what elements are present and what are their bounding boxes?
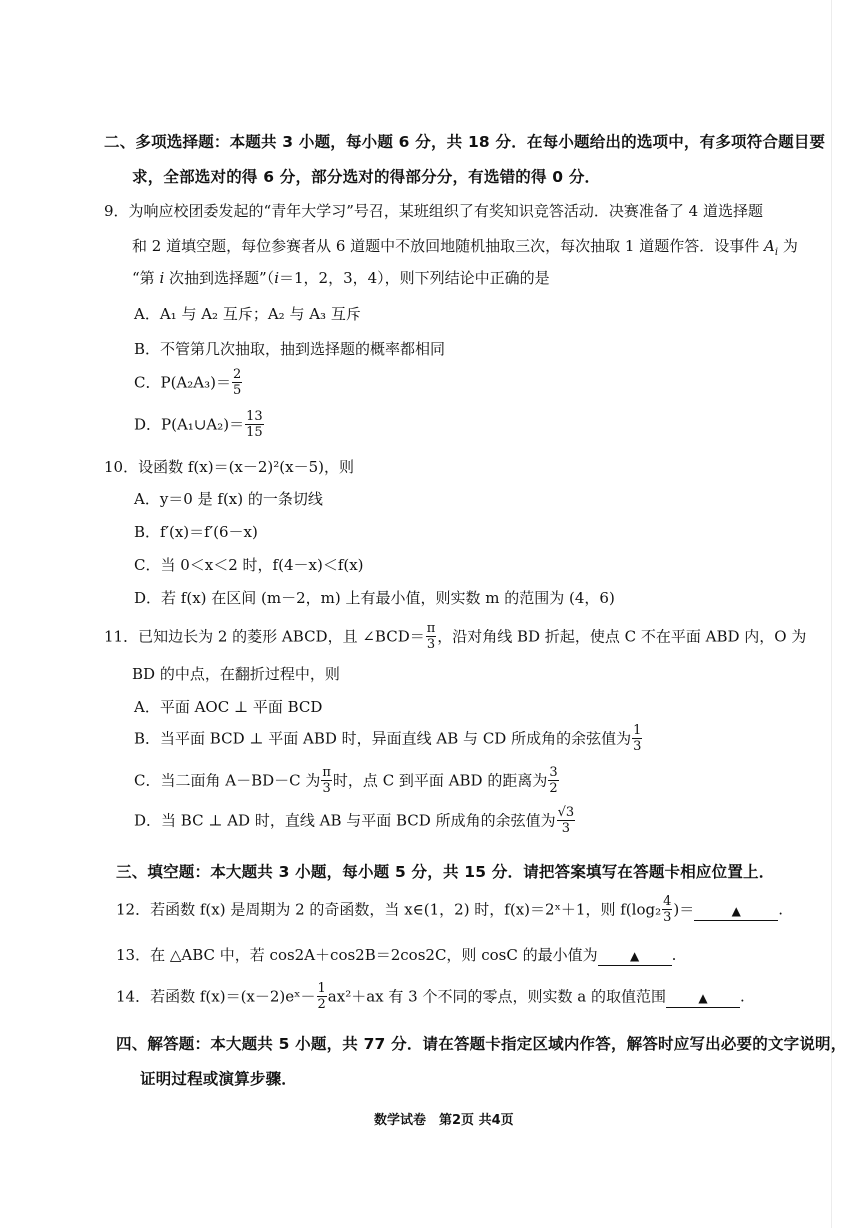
q12-period: . xyxy=(778,900,784,919)
q9-option-c-text: C．P(A₂A₃)＝ xyxy=(134,373,231,392)
q9-line3: “第 i 次抽到选择题”（i＝1，2，3，4），则下列结论中正确的是 xyxy=(132,269,550,287)
q11-option-b-text: B．当平面 BCD ⊥ 平面 ABD 时，异面直线 AB 与 CD 所成角的余弦值为 xyxy=(134,729,632,748)
section4-title-line1: 四、解答题：本大题共 5 小题，共 77 分．请在答题卡指定区域内作答，解答时应写出必要的文字说明， xyxy=(116,1035,847,1053)
q12 xyxy=(116,895,783,926)
page-footer: 数学试卷 第2页 共4页 xyxy=(374,1113,514,1128)
fraction-denominator: 3 xyxy=(663,910,672,925)
q10-stem: 10．设函数 f(x)＝(x－2)²(x－5)，则 xyxy=(104,458,354,476)
q11-option-c-text: C．当二面角 A－BD－C 为 xyxy=(134,771,321,790)
fraction xyxy=(548,765,558,796)
q9-line3-text-c: ＝1，2，3，4），则下列结论中正确的是 xyxy=(279,269,550,287)
q10-option-d: D．若 f(x) 在区间 (m－2，m) 上有最小值，则实数 m 的范围为 (4，6) xyxy=(134,589,615,607)
q10-option-c: C．当 0＜x＜2 时，f(4－x)＜f(x) xyxy=(134,556,364,574)
fraction-denominator: 3 xyxy=(561,821,570,836)
q11-line1 xyxy=(104,622,806,653)
q9-option-d xyxy=(134,410,265,441)
q11-option-a: A．平面 AOC ⊥ 平面 BCD xyxy=(134,698,323,716)
fraction-numerator: 2 xyxy=(232,367,242,382)
fraction-numerator: 1 xyxy=(633,723,642,738)
q9-line2: 和 2 道填空题，每位参赛者从 6 道题中不放回地随机抽取三次，每次抽取 1 道题作答．设事件 $A_i$ 为 xyxy=(132,237,798,258)
q13-period: . xyxy=(671,946,677,964)
q10-option-a: A．y＝0 是 f(x) 的一条切线 xyxy=(134,490,323,508)
fraction-numerator: 4 xyxy=(663,894,672,909)
q9-option-d-text: D．P(A₁∪A₂)＝ xyxy=(134,415,245,434)
answer-blank: ▲ xyxy=(666,991,740,1008)
fraction-numerator: π xyxy=(322,765,331,780)
q11-option-c xyxy=(134,766,560,797)
q11-line1-end: ，沿对角线 BD 折起，使点 C 不在平面 ABD 内，O 为 xyxy=(437,627,807,646)
fraction xyxy=(245,409,264,440)
fraction xyxy=(317,981,327,1012)
q11-line2: BD 的中点，在翻折过程中，则 xyxy=(132,665,340,683)
answer-blank: ▲ xyxy=(694,904,778,921)
q9-line1: 9．为响应校团委发起的“青年大学习”号召，某班组织了有奖知识竞答活动．决赛准备了 4 道选择题 xyxy=(104,202,763,220)
q9-option-b: B．不管第几次抽取，抽到选择题的概率都相同 xyxy=(134,340,446,358)
q11-line1-text: 11．已知边长为 2 的菱形 ABCD，且 ∠BCD＝ xyxy=(104,627,425,646)
fraction-numerator: π xyxy=(426,621,436,636)
q11-option-b xyxy=(134,724,643,755)
q13 xyxy=(116,944,676,966)
q9-line2-text: 和 2 道填空题，每位参赛者从 6 道题中不放回地随机抽取三次，每次抽取 1 道题作答．设事件 xyxy=(132,237,765,255)
fraction xyxy=(232,367,242,398)
fraction xyxy=(662,894,672,925)
fraction xyxy=(557,805,576,836)
section2-title-line2: 求，全部选对的得 6 分，部分选对的得部分分，有选错的得 0 分． xyxy=(132,168,601,186)
fraction xyxy=(426,621,437,652)
answer-blank: ▲ xyxy=(598,949,672,966)
fraction-denominator: 3 xyxy=(426,637,436,652)
q14-period: . xyxy=(739,987,745,1006)
q11-option-d-text: D．当 BC ⊥ AD 时，直线 AB 与平面 BCD 所成角的余弦值为 xyxy=(134,811,556,830)
q14-text: 14．若函数 f(x)＝(x－2)eˣ－ xyxy=(116,987,316,1006)
q14-text-end: ax²＋ax 有 3 个不同的零点，则实数 a 的取值范围 xyxy=(327,987,666,1006)
fraction xyxy=(632,723,642,754)
section2-title-line1: 二、多项选择题：本题共 3 小题，每小题 6 分，共 18 分．在每小题给出的选项中，有多项符合题目要 xyxy=(104,133,826,151)
fraction-denominator: 15 xyxy=(246,425,263,440)
q14 xyxy=(116,982,745,1013)
fraction-denominator: 5 xyxy=(232,383,242,398)
fraction-numerator: 13 xyxy=(246,409,263,424)
q9-line2-end: 为 xyxy=(778,237,798,255)
fraction-numerator: √3 xyxy=(557,805,575,820)
q13-text: 13．在 △ABC 中，若 cos2A＋cos2B＝2cos2C，则 cosC 的最小值为 xyxy=(116,946,598,964)
q9-line3-text-b: 次抽到选择题”（ xyxy=(164,269,275,287)
fraction-denominator: 2 xyxy=(317,997,326,1012)
fraction-denominator: 3 xyxy=(633,739,642,754)
q11-option-c-middle: 时，点 C 到平面 ABD 的距离为 xyxy=(332,771,548,790)
fraction-denominator: 2 xyxy=(549,781,558,796)
fraction-denominator: 3 xyxy=(322,781,331,796)
section4-title-line2: 证明过程或演算步骤． xyxy=(140,1070,298,1088)
fraction xyxy=(321,765,332,796)
fraction-numerator: 1 xyxy=(317,981,326,996)
q9-option-a: A．A₁ 与 A₂ 互斥；A₂ 与 A₃ 互斥 xyxy=(134,305,361,323)
section3-title: 三、填空题：本大题共 3 小题，每小题 5 分，共 15 分．请把答案填写在答题卡相应位置上． xyxy=(116,863,775,881)
q11-option-d xyxy=(134,806,576,837)
fraction-numerator: 3 xyxy=(549,765,558,780)
q12-text-end: )＝ xyxy=(673,900,695,919)
q9-line3-text-a: “第 xyxy=(132,269,160,287)
q12-text: 12．若函数 f(x) 是周期为 2 的奇函数，当 x∈(1，2) 时，f(x)＝2ˣ＋1，则 f(log₂ xyxy=(116,900,662,919)
q9-option-c xyxy=(134,368,243,399)
q10-option-b: B．f′(x)＝f′(6－x) xyxy=(134,523,258,541)
